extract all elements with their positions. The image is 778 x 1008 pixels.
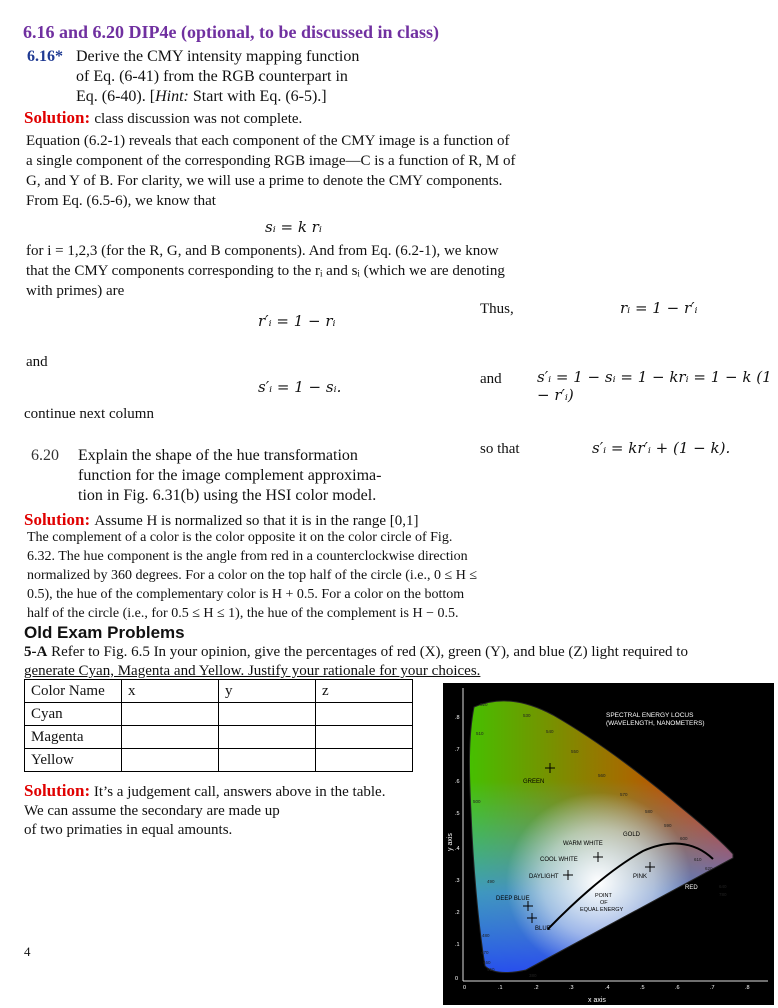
wl-label: 470 (481, 950, 489, 955)
label-point: POINT (595, 893, 612, 899)
problem-6-20-number: 6.20 (31, 447, 59, 464)
wl-label: 550 (571, 749, 579, 754)
page-number: 4 (24, 944, 31, 959)
x-axis-label: x axis (588, 997, 606, 1004)
y-tick: .2 (455, 910, 460, 916)
solution-6-16-label-line: Solution: class discussion was not complete. (24, 108, 303, 127)
wl-label: 490 (487, 879, 495, 884)
label-equal-energy: EQUAL ENERGY (580, 907, 624, 913)
x-tick: .2 (534, 985, 539, 991)
wl-label: 460 (483, 960, 491, 965)
solution-6-16-paragraph: Equation (6.2-1) reveals that each component of the CMY image is a function of a single component of the corresponding RGB image—C is a function of R, M of G, and Y of B. For clarity, we will use a prime to denote the CMY components. From Eq. (6.5-6), we know that (26, 133, 516, 209)
wl-label: 610 (694, 857, 702, 862)
problem-6-16-number: 6.16* (27, 48, 63, 65)
x-tick: .4 (605, 985, 610, 991)
equation-s-equals-kr: sᵢ = k rᵢ (265, 218, 322, 236)
y-tick: .8 (455, 715, 460, 721)
wl-label: 780 (719, 892, 727, 897)
wl-label: 580 (645, 809, 653, 814)
problem-6-16-text: Derive the CMY intensity mapping function of Eq. (6-41) from the RGB counterpart in Eq. (6-40). [Hint: Start with Eq. (6-5).] (76, 48, 360, 105)
header-z: z (316, 680, 413, 703)
continue-note: continue next column (24, 406, 154, 422)
and-label-2: and (480, 371, 502, 387)
so-that-label: so that (480, 441, 520, 457)
x-tick: 0 (463, 985, 467, 991)
chart-title: SPECTRAL ENERGY LOCUS (606, 712, 694, 719)
equation-s-prime-expanded: s′ᵢ = 1 − sᵢ = 1 − krᵢ = 1 − k (1 − r′ᵢ) (537, 368, 772, 404)
table-row: Magenta (25, 726, 413, 749)
header-y: y (219, 680, 316, 703)
label-blue: BLUE (535, 926, 551, 932)
label-pink: PINK (633, 874, 648, 880)
thus-label: Thus, (480, 301, 514, 317)
x-tick: .3 (569, 985, 574, 991)
x-tick: .7 (710, 985, 715, 991)
wl-label: 380 (529, 973, 537, 978)
equation-s-prime: s′ᵢ = 1 − sᵢ. (258, 378, 342, 396)
wl-label: 620 (705, 866, 713, 871)
y-tick: .3 (455, 878, 460, 884)
x-tick: .8 (745, 985, 750, 991)
wl-label: 480 (482, 933, 490, 938)
wl-label: 540 (546, 729, 554, 734)
problem-5a-text: 5-A Refer to Fig. 6.5 In your opinion, give the percentages of red (X), green (Y), and blue (Z) light required to generate Cyan, Magenta and Yellow. Justify your rationale for your choices. (24, 644, 688, 679)
label-deep-blue: DEEP BLUE (496, 896, 530, 902)
problem-6-20-text: Explain the shape of the hue transformation function for the image complement approxima- tion in Fig. 6.31(b) using the HSI color model. (78, 447, 382, 504)
label-gold: GOLD (623, 832, 641, 838)
and-label: and (26, 354, 48, 370)
y-tick: .6 (455, 779, 460, 785)
solution-6-16-paragraph-2: for i = 1,2,3 (for the R, G, and B components). And from Eq. (6.2-1), we know that the CMY components corresponding to the rᵢ and sᵢ (which we are denoting with primes) are (26, 243, 505, 299)
wl-label: 590 (664, 823, 672, 828)
chromaticity-diagram (443, 683, 774, 1005)
wl-label: 450 (487, 967, 495, 972)
table-row: Cyan (25, 703, 413, 726)
y-tick: .5 (455, 811, 460, 817)
wl-label: 600 (680, 836, 688, 841)
header-color-name: Color Name (25, 680, 122, 703)
equation-r-prime: r′ᵢ = 1 − rᵢ (258, 312, 336, 330)
label-green: GREEN (523, 779, 545, 785)
x-tick: .6 (675, 985, 680, 991)
wl-label: 530 (523, 713, 531, 718)
header-x: x (122, 680, 219, 703)
y-tick: .4 (455, 846, 460, 852)
color-percentages-table (24, 679, 413, 772)
label-cool-white: COOL WHITE (540, 857, 578, 863)
solution-6-20-label-line: Solution: Assume H is normalized so that it is in the range [0,1] (24, 510, 419, 529)
label-daylight: DAYLIGHT (529, 874, 559, 880)
wl-label: 510 (476, 731, 484, 736)
y-tick: .1 (455, 942, 460, 948)
wl-label: 520 (480, 702, 488, 707)
label-red: RED (685, 885, 698, 891)
table-header-row (25, 680, 413, 703)
solution-5a: Solution: It’s a judgement call, answers above in the table. We can assume the secondary are made up of two primaties in equal amounts. (24, 781, 386, 838)
old-exam-title: Old Exam Problems (24, 623, 185, 642)
equation-final: s′ᵢ = kr′ᵢ + (1 − k). (592, 439, 731, 457)
chart-subtitle: (WAVELENGTH, NANOMETERS) (606, 720, 705, 727)
x-tick: .5 (640, 985, 645, 991)
label-warm-white: WARM WHITE (563, 841, 603, 847)
y-axis-label: y axis (447, 833, 454, 851)
wl-label: 570 (620, 792, 628, 797)
y-tick: .7 (455, 747, 460, 753)
wl-label: 500 (473, 799, 481, 804)
page-heading: 6.16 and 6.20 DIP4e (optional, to be discussed in class) (23, 22, 440, 42)
table-row: Yellow (25, 749, 413, 772)
x-tick: .1 (498, 985, 503, 991)
equation-r-from-prime: rᵢ = 1 − r′ᵢ (620, 299, 698, 317)
wl-label: 640 (719, 884, 727, 889)
y-tick: 0 (455, 976, 459, 982)
label-of: OF (600, 900, 608, 906)
solution-6-20-paragraph: The complement of a color is the color opposite it on the color circle of Fig. 6.32. The hue component is the angle from red in a counterclockwise direction normalized by 360 degrees. For a color on the top half of the circle (i.e., 0 ≤ H ≤ 0.5), the hue of the complementary color is H + 0.5. For a color on the bottom half of the circle (i.e., for 0.5 ≤ H ≤ 1), the hue of the complement is H − 0.5. (27, 530, 478, 621)
wl-label: 560 (598, 773, 606, 778)
